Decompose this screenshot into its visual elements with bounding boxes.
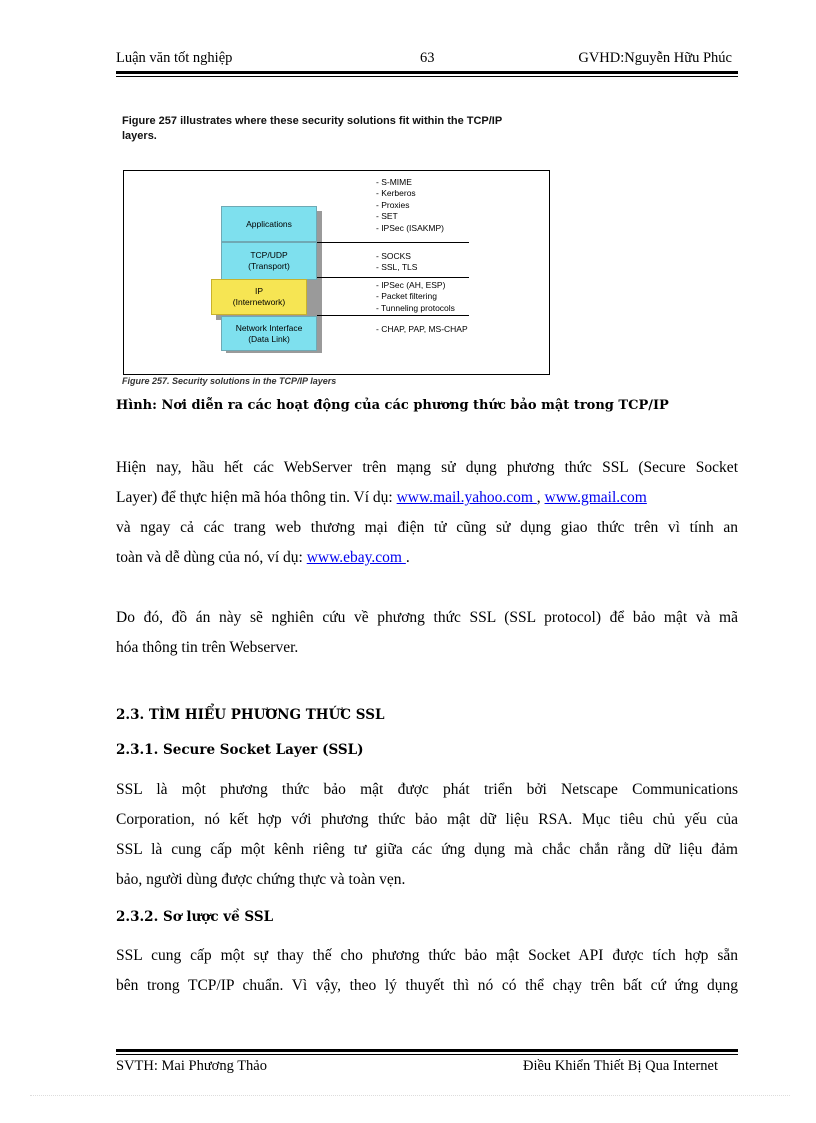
footer-rule-thin [116, 1054, 738, 1055]
page-footer [116, 1058, 718, 1078]
layer-separator [317, 315, 469, 316]
header-advisor: GVHD:Nguyễn Hữu Phúc [578, 50, 732, 66]
text-line: SSL cung cấp một sự thay thế cho phương thức bảo mật Socket API được tích hợp sẵn [116, 947, 738, 964]
figure-intro [122, 114, 562, 144]
page-bottom-divider [30, 1095, 790, 1096]
text-line: Corporation, nó kết hợp với phương thức bảo mật dữ liệu RSA. Mục tiêu chủ yếu của [116, 811, 738, 828]
footer-rule-thick [116, 1049, 738, 1052]
footer-project-title: Điều Khiển Thiết Bị Qua Internet [522, 1058, 718, 1074]
page-number: 63 [420, 50, 435, 66]
tcpip-security-diagram [123, 170, 550, 375]
layer-label: Applications [246, 218, 292, 229]
protocol-list-link [376, 324, 468, 335]
figure-intro-line: layers. [122, 130, 157, 142]
figure-caption: Figure 257. Security solutions in the TCP/IP layers [122, 376, 337, 386]
protocol-item: - IPSec (AH, ESP) [376, 280, 446, 290]
layer-label: Network Interface [235, 322, 303, 333]
layer-separator [317, 277, 469, 278]
text-line: SSL là một phương thức bảo mật được phát triển bởi Netscape Communications [116, 781, 738, 798]
header-rule-thin [116, 76, 738, 77]
header-rule-thick [116, 71, 738, 74]
section-heading-2-3-2: 2.3.2. Sơ lược về SSL [116, 909, 274, 925]
protocol-item: - SET [376, 211, 398, 222]
layer-transport [221, 242, 317, 280]
text-line: và ngay cả các trang web thương mại điện tử cũng sử dụng giao thức trên vì tính an [116, 519, 738, 536]
protocol-item: - Proxies [376, 199, 410, 210]
paragraph-ssl-intro [116, 453, 738, 573]
paragraph-project-scope [116, 603, 738, 663]
text-segment: , [536, 489, 545, 506]
text-segment: Layer) để thực hiện mã hóa thông tin. Ví dụ: [116, 489, 397, 506]
paragraph-ssl-overview [116, 941, 738, 1001]
protocol-list-application [376, 177, 444, 234]
text-line: SSL là cung cấp một kênh riêng tư giữa các ứng dụng mà chắc chắn rằng dữ liệu đảm [116, 841, 738, 858]
paragraph-ssl-definition [116, 775, 738, 895]
figure-intro-line: Figure 257 illustrates where these security solutions fit within the TCP/IP [122, 115, 503, 127]
link-ebay[interactable]: www.ebay.com [306, 549, 406, 566]
protocol-item: - IPSec (ISAKMP) [376, 222, 445, 233]
protocol-item: - Kerberos [376, 188, 416, 199]
section-heading-2-3: 2.3. TÌM HIỂU PHƯƠNG THỨC SSL [116, 707, 385, 723]
text-line [116, 543, 738, 573]
layer-sublabel: (Internetwork) [232, 297, 286, 307]
text-line [116, 483, 738, 513]
layer-label: TCP/UDP [250, 250, 288, 260]
text-segment: . [405, 549, 410, 566]
protocol-list-transport [376, 251, 417, 274]
figure-vietnamese-caption: Hình: Nơi diễn ra các hoạt động của các phương thức bảo mật trong TCP/IP [116, 398, 669, 413]
layer-sublabel: (Data Link) [248, 333, 290, 344]
layer-applications [221, 206, 317, 242]
protocol-item: - S-MIME [376, 177, 412, 187]
layer-label: IP [254, 286, 264, 296]
page-header [116, 50, 738, 70]
protocol-item: - Packet filtering [376, 291, 437, 302]
text-line: hóa thông tin trên Webserver. [116, 639, 299, 656]
protocol-list-internetwork [376, 280, 455, 314]
text-segment: toàn và dễ dùng của nó, ví dụ: [116, 549, 307, 566]
protocol-item: - CHAP, PAP, MS-CHAP [376, 324, 468, 334]
layer-internetwork [211, 279, 307, 315]
layer-sublabel: (Transport) [248, 261, 290, 271]
protocol-item: - Tunneling protocols [376, 302, 455, 313]
link-gmail[interactable]: www.gmail.com [544, 489, 647, 506]
layer-network-interface [221, 316, 317, 351]
text-line: bên trong TCP/IP chuẩn. Vì vậy, theo lý thuyết thì nó có thể chạy trên bất cứ ứng dụng [116, 977, 738, 994]
header-title: Luận văn tốt nghiệp [116, 50, 233, 66]
link-mail-yahoo[interactable]: www.mail.yahoo.com [396, 489, 537, 506]
text-line: Do đó, đồ án này sẽ nghiên cứu về phương thức SSL (SSL protocol) để bảo mật và mã [116, 609, 738, 626]
footer-author: SVTH: Mai Phương Thảo [116, 1058, 267, 1074]
section-heading-2-3-1: 2.3.1. Secure Socket Layer (SSL) [116, 742, 364, 758]
protocol-item: - SOCKS [376, 251, 411, 261]
layer-separator [317, 242, 469, 243]
text-line: Hiện nay, hầu hết các WebServer trên mạng sử dụng phương thức SSL (Secure Socket [116, 459, 738, 476]
text-line: bảo, người dùng được chứng thực và toàn vẹn. [116, 871, 406, 888]
protocol-item: - SSL, TLS [376, 262, 418, 273]
